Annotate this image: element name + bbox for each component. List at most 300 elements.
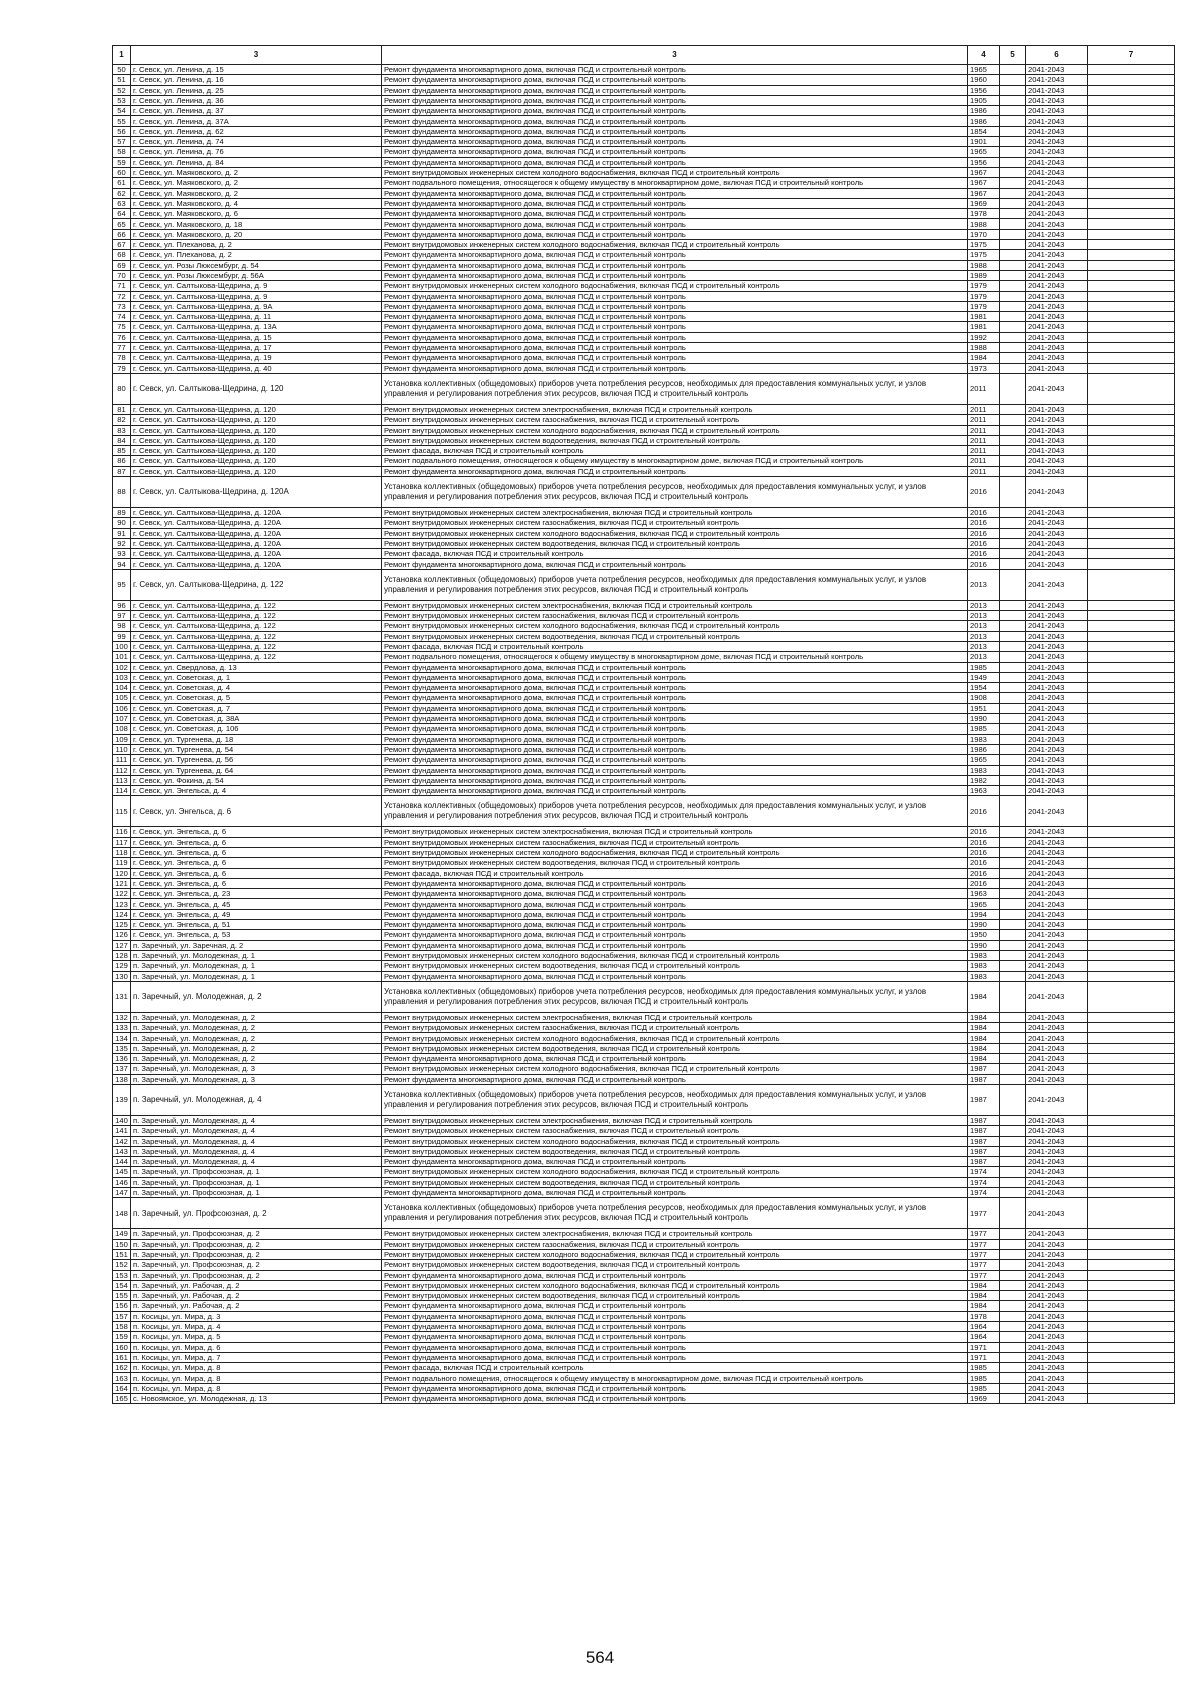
build-year-cell: 2016 bbox=[968, 549, 1000, 559]
build-year-cell: 1984 bbox=[968, 1291, 1000, 1301]
work-type-cell: Ремонт фундамента многоквартирного дома, включая ПСД и строительный контроль bbox=[382, 662, 968, 672]
address-cell: г. Севск, ул. Советская, д. 4 bbox=[131, 683, 382, 693]
work-type-cell: Ремонт внутридомовых инженерных систем холодного водоснабжения, включая ПСД и строительный контроль bbox=[382, 848, 968, 858]
empty-cell bbox=[1088, 950, 1175, 960]
table-row bbox=[113, 1352, 1175, 1362]
work-type-cell: Ремонт внутридомовых инженерных систем холодного водоснабжения, включая ПСД и строительный контроль bbox=[382, 528, 968, 538]
address-cell: г. Севск, ул. Ленина, д. 84 bbox=[131, 157, 382, 167]
repair-period-cell: 2041-2043 bbox=[1026, 425, 1088, 435]
work-type-cell: Ремонт фундамента многоквартирного дома, включая ПСД и строительный контроль bbox=[382, 147, 968, 157]
row-number-cell: 69 bbox=[113, 260, 131, 270]
empty-cell bbox=[1000, 1363, 1026, 1373]
row-number-cell: 131 bbox=[113, 981, 131, 1012]
work-type-cell: Ремонт внутридомовых инженерных систем газоснабжения, включая ПСД и строительный контроль bbox=[382, 518, 968, 528]
address-cell: г. Севск, ул. Плеханова, д. 2 bbox=[131, 240, 382, 250]
address-cell: г. Севск, ул. Тургенева, д. 54 bbox=[131, 744, 382, 754]
build-year-cell: 1956 bbox=[968, 85, 1000, 95]
empty-cell bbox=[1088, 1033, 1175, 1043]
empty-cell bbox=[1088, 961, 1175, 971]
row-number-cell: 82 bbox=[113, 415, 131, 425]
table-row bbox=[113, 1023, 1175, 1033]
address-cell: г. Севск, ул. Салтыкова-Щедрина, д. 15 bbox=[131, 332, 382, 342]
repair-period-cell: 2041-2043 bbox=[1026, 961, 1088, 971]
row-number-cell: 102 bbox=[113, 662, 131, 672]
work-type-cell: Ремонт подвального помещения, относящегося к общему имуществу в многоквартирном доме, включая ПСД и строительный контроль bbox=[382, 178, 968, 188]
address-cell: г. Севск, ул. Салтыкова-Щедрина, д. 122 bbox=[131, 641, 382, 651]
empty-cell bbox=[1088, 1136, 1175, 1146]
empty-cell bbox=[1088, 641, 1175, 651]
empty-cell bbox=[1000, 672, 1026, 682]
repair-period-cell: 2041-2043 bbox=[1026, 1136, 1088, 1146]
repair-period-cell: 2041-2043 bbox=[1026, 1146, 1088, 1156]
table-row bbox=[113, 1033, 1175, 1043]
row-number-cell: 113 bbox=[113, 775, 131, 785]
address-cell: п. Заречный, ул. Молодежная, д. 2 bbox=[131, 1012, 382, 1022]
row-number-cell: 123 bbox=[113, 899, 131, 909]
empty-cell bbox=[1088, 1280, 1175, 1290]
address-cell: г. Севск, ул. Салтыкова-Щедрина, д. 120А bbox=[131, 528, 382, 538]
table-row bbox=[113, 1177, 1175, 1187]
empty-cell bbox=[1088, 250, 1175, 260]
empty-cell bbox=[1000, 353, 1026, 363]
empty-cell bbox=[1000, 528, 1026, 538]
empty-cell bbox=[1088, 85, 1175, 95]
empty-cell bbox=[1088, 765, 1175, 775]
work-type-cell: Ремонт внутридомовых инженерных систем электроснабжения, включая ПСД и строительный контроль bbox=[382, 1229, 968, 1239]
address-cell: п. Заречный, ул. Молодежная, д. 1 bbox=[131, 971, 382, 981]
row-number-cell: 151 bbox=[113, 1249, 131, 1259]
work-type-cell: Ремонт фундамента многоквартирного дома, включая ПСД и строительный контроль bbox=[382, 466, 968, 476]
address-cell: п. Заречный, ул. Профсоюзная, д. 2 bbox=[131, 1249, 382, 1259]
table-row bbox=[113, 1260, 1175, 1270]
work-type-cell: Ремонт фундамента многоквартирного дома, включая ПСД и строительный контроль bbox=[382, 1074, 968, 1084]
empty-cell bbox=[1000, 126, 1026, 136]
row-number-cell: 139 bbox=[113, 1084, 131, 1115]
empty-cell bbox=[1000, 1064, 1026, 1074]
table-row bbox=[113, 157, 1175, 167]
empty-cell bbox=[1088, 466, 1175, 476]
empty-cell bbox=[1088, 652, 1175, 662]
table-row bbox=[113, 1064, 1175, 1074]
build-year-cell: 1994 bbox=[968, 909, 1000, 919]
work-type-cell: Установка коллективных (общедомовых) приборов учета потребления ресурсов, необходимых для предоставления коммунальных услуг, и узлов управления и регулирования потребления этих ресурсов, включая ПСД и строительный контроль bbox=[382, 1084, 968, 1115]
table-row bbox=[113, 641, 1175, 651]
repair-period-cell: 2041-2043 bbox=[1026, 734, 1088, 744]
address-cell: г. Севск, ул. Ленина, д. 62 bbox=[131, 126, 382, 136]
work-type-cell: Ремонт фундамента многоквартирного дома, включая ПСД и строительный контроль bbox=[382, 95, 968, 105]
empty-cell bbox=[1000, 981, 1026, 1012]
row-number-cell: 157 bbox=[113, 1311, 131, 1321]
repair-period-cell: 2041-2043 bbox=[1026, 1115, 1088, 1125]
empty-cell bbox=[1088, 858, 1175, 868]
repair-period-cell: 2041-2043 bbox=[1026, 827, 1088, 837]
work-type-cell: Ремонт внутридомовых инженерных систем электроснабжения, включая ПСД и строительный контроль bbox=[382, 404, 968, 414]
address-cell: г. Севск, ул. Салтыкова-Щедрина, д. 122 bbox=[131, 611, 382, 621]
empty-cell bbox=[1000, 1043, 1026, 1053]
work-type-cell: Ремонт внутридомовых инженерных систем водоотведения, включая ПСД и строительный контроль bbox=[382, 1177, 968, 1187]
repair-period-cell: 2041-2043 bbox=[1026, 1342, 1088, 1352]
row-number-cell: 136 bbox=[113, 1054, 131, 1064]
empty-cell bbox=[1088, 270, 1175, 280]
empty-cell bbox=[1000, 631, 1026, 641]
empty-cell bbox=[1000, 1084, 1026, 1115]
row-number-cell: 71 bbox=[113, 281, 131, 291]
row-number-cell: 118 bbox=[113, 848, 131, 858]
repair-period-cell: 2041-2043 bbox=[1026, 106, 1088, 116]
address-cell: г. Севск, ул. Салтыкова-Щедрина, д. 120А bbox=[131, 507, 382, 517]
build-year-cell: 1986 bbox=[968, 744, 1000, 754]
repair-period-cell: 2041-2043 bbox=[1026, 435, 1088, 445]
row-number-cell: 53 bbox=[113, 95, 131, 105]
work-type-cell: Ремонт внутридомовых инженерных систем холодного водоснабжения, включая ПСД и строительный контроль bbox=[382, 425, 968, 435]
row-number-cell: 104 bbox=[113, 683, 131, 693]
empty-cell bbox=[1088, 569, 1175, 600]
address-cell: г. Севск, ул. Салтыкова-Щедрина, д. 9 bbox=[131, 291, 382, 301]
build-year-cell: 1974 bbox=[968, 1188, 1000, 1198]
empty-cell bbox=[1000, 1270, 1026, 1280]
row-number-cell: 138 bbox=[113, 1074, 131, 1084]
table-row bbox=[113, 1394, 1175, 1404]
build-year-cell: 1977 bbox=[968, 1229, 1000, 1239]
repair-period-cell: 2041-2043 bbox=[1026, 312, 1088, 322]
row-number-cell: 140 bbox=[113, 1115, 131, 1125]
work-type-cell: Ремонт фундамента многоквартирного дома, включая ПСД и строительный контроль bbox=[382, 703, 968, 713]
empty-cell bbox=[1000, 930, 1026, 940]
table-row bbox=[113, 765, 1175, 775]
row-number-cell: 84 bbox=[113, 435, 131, 445]
empty-cell bbox=[1000, 116, 1026, 126]
repair-period-cell: 2041-2043 bbox=[1026, 889, 1088, 899]
empty-cell bbox=[1088, 507, 1175, 517]
address-cell: г. Севск, ул. Тургенева, д. 64 bbox=[131, 765, 382, 775]
build-year-cell: 1986 bbox=[968, 106, 1000, 116]
empty-cell bbox=[1088, 971, 1175, 981]
empty-cell bbox=[1000, 1012, 1026, 1022]
empty-cell bbox=[1088, 1311, 1175, 1321]
empty-cell bbox=[1088, 75, 1175, 85]
work-type-cell: Ремонт внутридомовых инженерных систем электроснабжения, включая ПСД и строительный контроль bbox=[382, 1115, 968, 1125]
table-row bbox=[113, 662, 1175, 672]
build-year-cell: 2016 bbox=[968, 538, 1000, 548]
build-year-cell: 1974 bbox=[968, 1167, 1000, 1177]
row-number-cell: 52 bbox=[113, 85, 131, 95]
build-year-cell: 2013 bbox=[968, 600, 1000, 610]
work-type-cell: Ремонт фундамента многоквартирного дома, включая ПСД и строительный контроль bbox=[382, 75, 968, 85]
build-year-cell: 1956 bbox=[968, 157, 1000, 167]
empty-cell bbox=[1000, 1146, 1026, 1156]
empty-cell bbox=[1088, 332, 1175, 342]
table-row bbox=[113, 116, 1175, 126]
address-cell: г. Севск, ул. Тургенева, д. 56 bbox=[131, 755, 382, 765]
header-cell: 6 bbox=[1026, 46, 1088, 65]
table-row bbox=[113, 559, 1175, 569]
empty-cell bbox=[1000, 240, 1026, 250]
empty-cell bbox=[1088, 1332, 1175, 1342]
repair-period-cell: 2041-2043 bbox=[1026, 353, 1088, 363]
address-cell: г. Севск, ул. Энгельса, д. 53 bbox=[131, 930, 382, 940]
empty-cell bbox=[1000, 950, 1026, 960]
empty-cell bbox=[1000, 1280, 1026, 1290]
empty-cell bbox=[1088, 621, 1175, 631]
empty-cell bbox=[1000, 765, 1026, 775]
build-year-cell: 1965 bbox=[968, 65, 1000, 75]
address-cell: г. Севск, ул. Маяковского, д. 20 bbox=[131, 229, 382, 239]
table-row bbox=[113, 971, 1175, 981]
address-cell: г. Севск, ул. Энгельса, д. 6 bbox=[131, 868, 382, 878]
work-type-cell: Ремонт внутридомовых инженерных систем газоснабжения, включая ПСД и строительный контроль bbox=[382, 1023, 968, 1033]
build-year-cell: 2013 bbox=[968, 611, 1000, 621]
repair-period-cell: 2041-2043 bbox=[1026, 281, 1088, 291]
work-type-cell: Ремонт фундамента многоквартирного дома, включая ПСД и строительный контроль bbox=[382, 889, 968, 899]
repair-period-cell: 2041-2043 bbox=[1026, 909, 1088, 919]
work-type-cell: Ремонт фундамента многоквартирного дома, включая ПСД и строительный контроль bbox=[382, 1054, 968, 1064]
table-row bbox=[113, 909, 1175, 919]
table-row bbox=[113, 332, 1175, 342]
repair-period-cell: 2041-2043 bbox=[1026, 446, 1088, 456]
table-row bbox=[113, 714, 1175, 724]
address-cell: п. Заречный, ул. Молодежная, д. 2 bbox=[131, 1054, 382, 1064]
empty-cell bbox=[1000, 1229, 1026, 1239]
table-row bbox=[113, 1383, 1175, 1393]
address-cell: г. Севск, ул. Маяковского, д. 2 bbox=[131, 188, 382, 198]
repair-period-cell: 2041-2043 bbox=[1026, 569, 1088, 600]
address-cell: г. Севск, ул. Ленина, д. 16 bbox=[131, 75, 382, 85]
work-type-cell: Ремонт фундамента многоквартирного дома, включая ПСД и строительный контроль bbox=[382, 250, 968, 260]
row-number-cell: 112 bbox=[113, 765, 131, 775]
address-cell: г. Севск, ул. Ленина, д. 37А bbox=[131, 116, 382, 126]
empty-cell bbox=[1088, 240, 1175, 250]
table-row bbox=[113, 1012, 1175, 1022]
row-number-cell: 57 bbox=[113, 137, 131, 147]
empty-cell bbox=[1000, 775, 1026, 785]
build-year-cell: 2016 bbox=[968, 476, 1000, 507]
row-number-cell: 72 bbox=[113, 291, 131, 301]
empty-cell bbox=[1088, 693, 1175, 703]
row-number-cell: 100 bbox=[113, 641, 131, 651]
row-number-cell: 89 bbox=[113, 507, 131, 517]
repair-period-cell: 2041-2043 bbox=[1026, 940, 1088, 950]
empty-cell bbox=[1000, 714, 1026, 724]
row-number-cell: 146 bbox=[113, 1177, 131, 1187]
repair-period-cell: 2041-2043 bbox=[1026, 1043, 1088, 1053]
build-year-cell: 1984 bbox=[968, 1012, 1000, 1022]
empty-cell bbox=[1088, 724, 1175, 734]
table-row bbox=[113, 137, 1175, 147]
build-year-cell: 2013 bbox=[968, 652, 1000, 662]
work-type-cell: Ремонт фундамента многоквартирного дома, включая ПСД и строительный контроль bbox=[382, 106, 968, 116]
work-type-cell: Ремонт фундамента многоквартирного дома, включая ПСД и строительный контроль bbox=[382, 219, 968, 229]
empty-cell bbox=[1000, 1394, 1026, 1404]
empty-cell bbox=[1000, 250, 1026, 260]
table-row bbox=[113, 889, 1175, 899]
row-number-cell: 95 bbox=[113, 569, 131, 600]
work-type-cell: Установка коллективных (общедомовых) приборов учета потребления ресурсов, необходимых для предоставления коммунальных услуг, и узлов управления и регулирования потребления этих ресурсов, включая ПСД и строительный контроль bbox=[382, 373, 968, 404]
row-number-cell: 74 bbox=[113, 312, 131, 322]
empty-cell bbox=[1088, 1084, 1175, 1115]
build-year-cell: 2011 bbox=[968, 404, 1000, 414]
table-row bbox=[113, 456, 1175, 466]
row-number-cell: 103 bbox=[113, 672, 131, 682]
empty-cell bbox=[1000, 1311, 1026, 1321]
empty-cell bbox=[1000, 1188, 1026, 1198]
table-row bbox=[113, 786, 1175, 796]
address-cell: п. Заречный, ул. Профсоюзная, д. 2 bbox=[131, 1260, 382, 1270]
address-cell: г. Севск, ул. Свердлова, д. 13 bbox=[131, 662, 382, 672]
table-row bbox=[113, 1332, 1175, 1342]
address-cell: г. Севск, ул. Маяковского, д. 2 bbox=[131, 178, 382, 188]
table-row bbox=[113, 1229, 1175, 1239]
empty-cell bbox=[1088, 827, 1175, 837]
row-number-cell: 61 bbox=[113, 178, 131, 188]
repair-period-cell: 2041-2043 bbox=[1026, 137, 1088, 147]
row-number-cell: 135 bbox=[113, 1043, 131, 1053]
table-row bbox=[113, 260, 1175, 270]
empty-cell bbox=[1088, 260, 1175, 270]
row-number-cell: 94 bbox=[113, 559, 131, 569]
address-cell: г. Севск, ул. Советская, д. 7 bbox=[131, 703, 382, 713]
row-number-cell: 59 bbox=[113, 157, 131, 167]
repair-period-cell: 2041-2043 bbox=[1026, 848, 1088, 858]
table-row bbox=[113, 878, 1175, 888]
build-year-cell: 1964 bbox=[968, 1332, 1000, 1342]
table-row bbox=[113, 621, 1175, 631]
row-number-cell: 150 bbox=[113, 1239, 131, 1249]
work-type-cell: Ремонт фундамента многоквартирного дома, включая ПСД и строительный контроль bbox=[382, 198, 968, 208]
table-row bbox=[113, 178, 1175, 188]
address-cell: г. Севск, ул. Розы Люксембург, д. 56А bbox=[131, 270, 382, 280]
row-number-cell: 115 bbox=[113, 796, 131, 827]
address-cell: г. Севск, ул. Салтыкова-Щедрина, д. 11 bbox=[131, 312, 382, 322]
address-cell: г. Севск, ул. Салтыкова-Щедрина, д. 120 bbox=[131, 456, 382, 466]
empty-cell bbox=[1088, 662, 1175, 672]
empty-cell bbox=[1088, 930, 1175, 940]
repair-period-cell: 2041-2043 bbox=[1026, 1291, 1088, 1301]
repair-period-cell: 2041-2043 bbox=[1026, 878, 1088, 888]
address-cell: п. Заречный, ул. Молодежная, д. 2 bbox=[131, 1043, 382, 1053]
work-type-cell: Ремонт фасада, включая ПСД и строительный контроль bbox=[382, 1363, 968, 1373]
repair-period-cell: 2041-2043 bbox=[1026, 1332, 1088, 1342]
empty-cell bbox=[1000, 301, 1026, 311]
empty-cell bbox=[1000, 507, 1026, 517]
work-type-cell: Ремонт внутридомовых инженерных систем водоотведения, включая ПСД и строительный контроль bbox=[382, 1291, 968, 1301]
row-number-cell: 142 bbox=[113, 1136, 131, 1146]
table-row bbox=[113, 476, 1175, 507]
repair-period-cell: 2041-2043 bbox=[1026, 291, 1088, 301]
build-year-cell: 1908 bbox=[968, 693, 1000, 703]
table-row bbox=[113, 1280, 1175, 1290]
build-year-cell: 2016 bbox=[968, 528, 1000, 538]
empty-cell bbox=[1000, 157, 1026, 167]
build-year-cell: 1965 bbox=[968, 755, 1000, 765]
build-year-cell: 1960 bbox=[968, 75, 1000, 85]
work-type-cell: Ремонт фундамента многоквартирного дома, включая ПСД и строительный контроль bbox=[382, 229, 968, 239]
empty-cell bbox=[1088, 1064, 1175, 1074]
empty-cell bbox=[1088, 126, 1175, 136]
row-number-cell: 96 bbox=[113, 600, 131, 610]
build-year-cell: 1983 bbox=[968, 950, 1000, 960]
work-type-cell: Ремонт фундамента многоквартирного дома, включая ПСД и строительный контроль bbox=[382, 85, 968, 95]
table-row bbox=[113, 920, 1175, 930]
work-type-cell: Ремонт фундамента многоквартирного дома, включая ПСД и строительный контроль bbox=[382, 714, 968, 724]
repair-period-cell: 2041-2043 bbox=[1026, 1064, 1088, 1074]
work-type-cell: Ремонт фундамента многоквартирного дома, включая ПСД и строительный контроль bbox=[382, 786, 968, 796]
row-number-cell: 85 bbox=[113, 446, 131, 456]
row-number-cell: 119 bbox=[113, 858, 131, 868]
address-cell: г. Севск, ул. Энгельса, д. 6 bbox=[131, 848, 382, 858]
row-number-cell: 161 bbox=[113, 1352, 131, 1362]
table-row bbox=[113, 353, 1175, 363]
address-cell: г. Севск, ул. Салтыкова-Щедрина, д. 40 bbox=[131, 363, 382, 373]
empty-cell bbox=[1000, 734, 1026, 744]
build-year-cell: 2016 bbox=[968, 837, 1000, 847]
table-row bbox=[113, 755, 1175, 765]
build-year-cell: 1986 bbox=[968, 116, 1000, 126]
empty-cell bbox=[1000, 373, 1026, 404]
work-type-cell: Установка коллективных (общедомовых) приборов учета потребления ресурсов, необходимых для предоставления коммунальных услуг, и узлов управления и регулирования потребления этих ресурсов, включая ПСД и строительный контроль bbox=[382, 796, 968, 827]
empty-cell bbox=[1088, 435, 1175, 445]
build-year-cell: 2016 bbox=[968, 518, 1000, 528]
build-year-cell: 1977 bbox=[968, 1249, 1000, 1259]
empty-cell bbox=[1088, 600, 1175, 610]
table-row bbox=[113, 950, 1175, 960]
work-type-cell: Ремонт внутридомовых инженерных систем холодного водоснабжения, включая ПСД и строительный контроль bbox=[382, 240, 968, 250]
empty-cell bbox=[1088, 219, 1175, 229]
repair-period-cell: 2041-2043 bbox=[1026, 270, 1088, 280]
build-year-cell: 2011 bbox=[968, 466, 1000, 476]
empty-cell bbox=[1000, 1321, 1026, 1331]
repair-period-cell: 2041-2043 bbox=[1026, 950, 1088, 960]
row-number-cell: 93 bbox=[113, 549, 131, 559]
table-row bbox=[113, 672, 1175, 682]
empty-cell bbox=[1088, 1301, 1175, 1311]
table-row bbox=[113, 1074, 1175, 1084]
address-cell: п. Заречный, ул. Профсоюзная, д. 1 bbox=[131, 1177, 382, 1187]
empty-cell bbox=[1088, 672, 1175, 682]
table-row bbox=[113, 744, 1175, 754]
table-row bbox=[113, 868, 1175, 878]
work-type-cell: Ремонт фундамента многоквартирного дома, включая ПСД и строительный контроль bbox=[382, 930, 968, 940]
row-number-cell: 86 bbox=[113, 456, 131, 466]
repair-period-cell: 2041-2043 bbox=[1026, 662, 1088, 672]
address-cell: п. Заречный, ул. Профсоюзная, д. 2 bbox=[131, 1270, 382, 1280]
row-number-cell: 114 bbox=[113, 786, 131, 796]
table-row bbox=[113, 209, 1175, 219]
table-row bbox=[113, 930, 1175, 940]
build-year-cell: 1983 bbox=[968, 971, 1000, 981]
row-number-cell: 73 bbox=[113, 301, 131, 311]
row-number-cell: 149 bbox=[113, 1229, 131, 1239]
empty-cell bbox=[1088, 775, 1175, 785]
empty-cell bbox=[1000, 281, 1026, 291]
empty-cell bbox=[1088, 65, 1175, 75]
repair-period-cell: 2041-2043 bbox=[1026, 930, 1088, 940]
table-row bbox=[113, 1198, 1175, 1229]
empty-cell bbox=[1000, 909, 1026, 919]
build-year-cell: 1971 bbox=[968, 1342, 1000, 1352]
address-cell: п. Заречный, ул. Профсоюзная, д. 2 bbox=[131, 1198, 382, 1229]
empty-cell bbox=[1000, 1291, 1026, 1301]
table-row bbox=[113, 683, 1175, 693]
row-number-cell: 165 bbox=[113, 1394, 131, 1404]
header-cell: 5 bbox=[1000, 46, 1026, 65]
address-cell: г. Севск, ул. Салтыкова-Щедрина, д. 120 bbox=[131, 373, 382, 404]
empty-cell bbox=[1088, 549, 1175, 559]
address-cell: п. Косицы, ул. Мира, д. 7 bbox=[131, 1352, 382, 1362]
build-year-cell: 1854 bbox=[968, 126, 1000, 136]
repair-period-cell: 2041-2043 bbox=[1026, 415, 1088, 425]
address-cell: п. Заречный, ул. Рабочая, д. 2 bbox=[131, 1301, 382, 1311]
empty-cell bbox=[1000, 786, 1026, 796]
